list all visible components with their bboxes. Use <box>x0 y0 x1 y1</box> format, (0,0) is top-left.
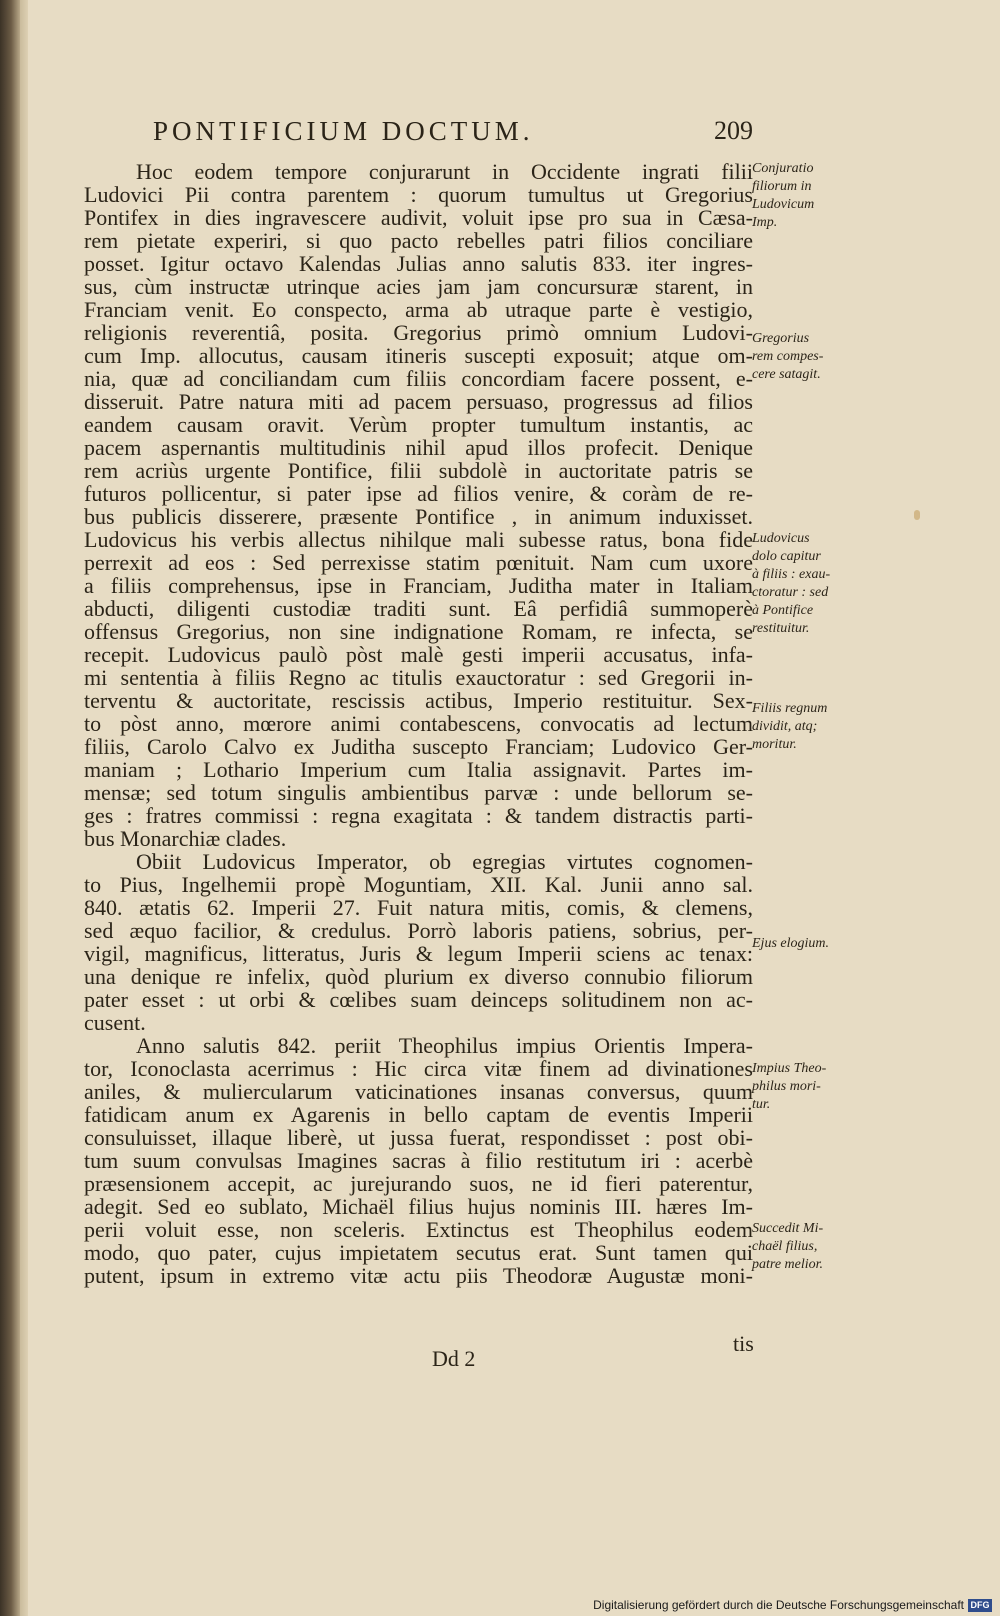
text-line: fatidicam anum ex Agarenis in bello captam de eventis Imperii <box>84 1102 753 1127</box>
text-line: pacem aspernantis multitudinis nihil apud illos profecit. Denique <box>84 435 753 460</box>
text-line: offensus Gregorius, non sine indignatione Romam, re infecta, se <box>84 619 753 644</box>
signature-mark: Dd 2 <box>432 1346 476 1371</box>
text-line: to pòst anno, mœrore animi contabescens, convocatis ad lectum <box>84 711 753 736</box>
text-line: vigil, magnificus, litteratus, Juris & legum Imperii sciens ac tenax: <box>84 941 753 966</box>
text-line: cum Imp. allocutus, causam itineris suscepti exposuit; atque om- <box>84 343 753 368</box>
text-line: Ludovicus his verbis allectus nihilque mali subesse ratus, bona fide <box>84 527 753 552</box>
marginal-note <box>752 935 862 953</box>
text-line: pater esset : ut orbi & cœlibes suam deinceps solitudinem non ac- <box>84 987 753 1012</box>
text-line: perii voluit esse, non sceleris. Extinctus est Theophilus eodem <box>84 1217 753 1242</box>
marginal-note-line: tur. <box>752 1097 771 1112</box>
text-line: sus, cùm instructæ utrinque acies jam jam concursuræ starent, in <box>84 274 753 299</box>
marginal-note-line: Ejus elogium. <box>752 936 829 951</box>
marginal-note-line: filiorum in <box>752 179 812 194</box>
marginal-note-line: moritur. <box>752 737 797 752</box>
marginal-note <box>752 1220 862 1274</box>
text-line: Pontifex in dies ingravescere audivit, voluit ipse pro sua in Cæsa- <box>84 205 753 230</box>
marginal-note-line: Filiis regnum <box>752 701 828 716</box>
text-line: disseruit. Patre natura miti ad pacem persuaso, progressus ad filios <box>84 389 753 414</box>
marginal-note <box>752 330 862 384</box>
text-line: adegit. Sed eo sublato, Michaël filius hujus nominis III. hæres Im- <box>84 1194 753 1219</box>
text-line: modo, quo pater, cujus impietatem secutus erat. Sunt tamen qui <box>84 1240 753 1265</box>
dfg-logo-icon: DFG <box>968 1599 992 1612</box>
text-line: rem pietate experiri, si quo pacto rebelles patri filios conciliare <box>84 228 753 253</box>
marginal-note-line: chaël filius, <box>752 1239 818 1254</box>
running-title: PONTIFICIUM DOCTUM. <box>153 116 534 146</box>
text-line: maniam ; Lothario Imperium cum Italia assignavit. Partes im- <box>84 757 753 782</box>
marginal-note <box>752 1060 862 1114</box>
text-line: Ludovici Pii contra parentem : quorum tumultus ut Gregorius <box>84 182 753 207</box>
text-line: ges : fratres commissi : regna exagitata : & tandem distractis parti- <box>84 803 753 828</box>
text-line: tum suum convulsas Imagines sacras à filio restitutum iri : acerbè <box>84 1148 753 1173</box>
text-line: religionis reverentiâ, posita. Gregorius primò omnium Ludovi- <box>84 320 753 345</box>
credit-text: Digitalisierung gefördert durch die Deutsche Forschungsgemeinschaft <box>593 1598 964 1612</box>
marginal-note-line: dividit, atq; <box>752 719 818 734</box>
text-line: bus publicis disserere, præsente Pontifice , in animum induxisset. <box>84 504 753 529</box>
text-line: terventu & auctoritate, rescissis actibus, Imperio restituitur. Sex- <box>84 688 753 713</box>
text-line: filiis, Carolo Calvo ex Juditha suscepto Franciam; Ludovico Ger- <box>84 734 753 759</box>
catchword: tis <box>733 1331 754 1356</box>
paper-stain <box>914 510 920 520</box>
marginal-note-line: patre melior. <box>752 1257 824 1272</box>
marginal-note <box>752 700 862 754</box>
marginal-note-line: ctoratur : sed <box>752 585 829 600</box>
text-line: Obiit Ludovicus Imperator, ob egregias virtutes cognomen- <box>136 849 753 874</box>
text-line: futuros pollicentur, si pater ipse ad filios venire, & coràm de re- <box>84 481 753 506</box>
text-line: mensæ; sed totum singulis ambientibus parvæ : unde bellorum se- <box>84 780 753 805</box>
marginal-note-line: Gregorius <box>752 331 810 346</box>
previous-page-edge <box>20 0 28 1616</box>
text-line: aniles, & muliercularum vaticinationes insanas conversus, quum <box>84 1079 753 1104</box>
marginal-note-line: à filiis : exau- <box>752 567 831 582</box>
marginal-note <box>752 530 862 638</box>
text-line: abducti, diligenti custodiæ traditi sunt. Eâ perfidiâ summoperè <box>84 596 753 621</box>
text-line: sed æquo facilior, & credulus. Porrò laboris patiens, sobrius, per- <box>84 918 753 943</box>
digitization-credit <box>593 1598 992 1612</box>
marginal-note <box>752 160 862 232</box>
text-line: posset. Igitur octavo Kalendas Julias anno salutis 833. iter ingres- <box>84 251 753 276</box>
marginal-note-line: dolo capitur <box>752 549 821 564</box>
text-line: putent, ipsum in extremo vitæ actu piis Theodoræ Augustæ moni- <box>84 1263 753 1288</box>
marginal-note-line: Ludovicus <box>752 531 810 546</box>
text-line: nia, quæ ad conciliandam cum filiis concordiam facere possent, e- <box>84 366 753 391</box>
marginal-note-line: restituitur. <box>752 621 810 636</box>
text-line: 840. ætatis 62. Imperii 27. Fuit natura mitis, comis, & clemens, <box>84 895 753 920</box>
page-header <box>153 116 753 150</box>
text-line: Hoc eodem tempore conjurarunt in Occidente ingrati filii <box>136 159 753 184</box>
marginal-note-line: philus mori- <box>752 1079 821 1094</box>
text-line: præsensionem accepit, ac jurejurando suos, ne id fieri paterentur, <box>84 1171 753 1196</box>
marginal-note-line: cere satagit. <box>752 367 821 382</box>
text-line: bus Monarchiæ clades. <box>84 826 287 851</box>
text-line: Franciam venit. Eo conspecto, arma ab utraque parte è vestigio, <box>84 297 753 322</box>
text-line: Anno salutis 842. periit Theophilus impius Orientis Impera- <box>136 1033 753 1058</box>
text-line: rem acriùs urgente Pontifice, filii subdolè in auctoritate patris se <box>84 458 753 483</box>
text-line: a filiis comprehensus, ipse in Franciam, Juditha mater in Italiam <box>84 573 753 598</box>
text-line: consuluisset, illaque liberè, ut jussa fuerat, respondisset : post obi- <box>84 1125 753 1150</box>
marginal-note-line: Imp. <box>752 215 778 230</box>
text-line: mi sententia à filiis Regno ac titulis exauctoratur : sed Gregorii in- <box>84 665 753 690</box>
marginal-note-line: Ludovicum <box>752 197 815 212</box>
text-line: cusent. <box>84 1010 146 1035</box>
marginal-note-line: Conjuratio <box>752 161 814 176</box>
text-line: recepit. Ludovicus paulò pòst malè gesti imperii accusatus, infa- <box>84 642 753 667</box>
text-line: una denique re infelix, quòd plurium ex diverso connubio filiorum <box>84 964 753 989</box>
text-line: eandem causam oravit. Verùm propter tumultum instantis, ac <box>84 412 753 437</box>
marginal-note-line: Impius Theo- <box>752 1061 827 1076</box>
book-gutter <box>0 0 20 1616</box>
text-line: tor, Iconoclasta acerrimus : Hic circa vitæ finem ad divinationes <box>84 1056 753 1081</box>
marginal-note-line: rem compes- <box>752 349 824 364</box>
text-line: to Pius, Ingelhemii propè Moguntiam, XII. Kal. Junii anno sal. <box>84 872 753 897</box>
page-number: 209 <box>714 116 753 145</box>
marginal-note-line: Succedit Mi- <box>752 1221 824 1236</box>
body-text <box>84 160 753 1287</box>
marginal-note-line: à Pontifice <box>752 603 814 618</box>
text-line: perrexit ad eos : Sed perrexisse statim pœnituit. Nam cum uxore <box>84 550 753 575</box>
